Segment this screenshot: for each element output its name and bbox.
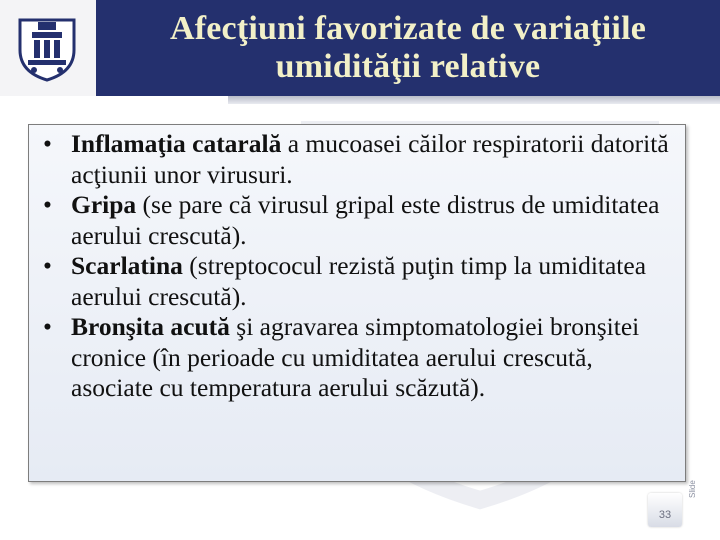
title-shadow bbox=[228, 96, 720, 104]
slide-number-badge bbox=[648, 493, 682, 527]
university-logo bbox=[0, 0, 96, 96]
bullet-text: a mucoasei căilor respiratorii datorită acţiunii unor virusuri. bbox=[71, 129, 669, 189]
bullet-text: (streptococul rezistă puţin timp la umiditatea aerului crescută). bbox=[71, 251, 647, 311]
bullet-text: şi agravarea simptomatologiei bronşitei cronice (în perioade cu umiditatea aerului crescută, asociate cu temperatura aerului scăzută). bbox=[71, 312, 640, 402]
bullet-list bbox=[29, 125, 685, 404]
bullet-term: Bronşita acută bbox=[71, 312, 230, 341]
slide-title: Afecţiuni favorizate de variaţiile umidităţii relative bbox=[169, 10, 647, 85]
bullet-dot: • bbox=[43, 312, 52, 341]
bullet-dot: • bbox=[43, 190, 52, 219]
bullet-dot: • bbox=[43, 251, 52, 280]
bullet-item bbox=[43, 129, 675, 190]
bullet-item bbox=[43, 251, 675, 312]
title-bar bbox=[96, 0, 720, 96]
bullet-item bbox=[43, 312, 675, 404]
crest-icon bbox=[14, 14, 80, 82]
bullet-term: Inflamaţia catarală bbox=[71, 129, 282, 158]
slide-label: Slide bbox=[688, 480, 697, 498]
slide-number: 33 bbox=[658, 509, 672, 521]
content-panel bbox=[28, 124, 686, 482]
bullet-term: Scarlatina bbox=[71, 251, 183, 280]
bullet-item bbox=[43, 190, 675, 251]
bullet-dot: • bbox=[43, 129, 52, 158]
bullet-text: (se pare că virusul gripal este distrus de umiditatea aerului crescută). bbox=[71, 190, 660, 250]
bullet-term: Gripa bbox=[71, 190, 137, 219]
